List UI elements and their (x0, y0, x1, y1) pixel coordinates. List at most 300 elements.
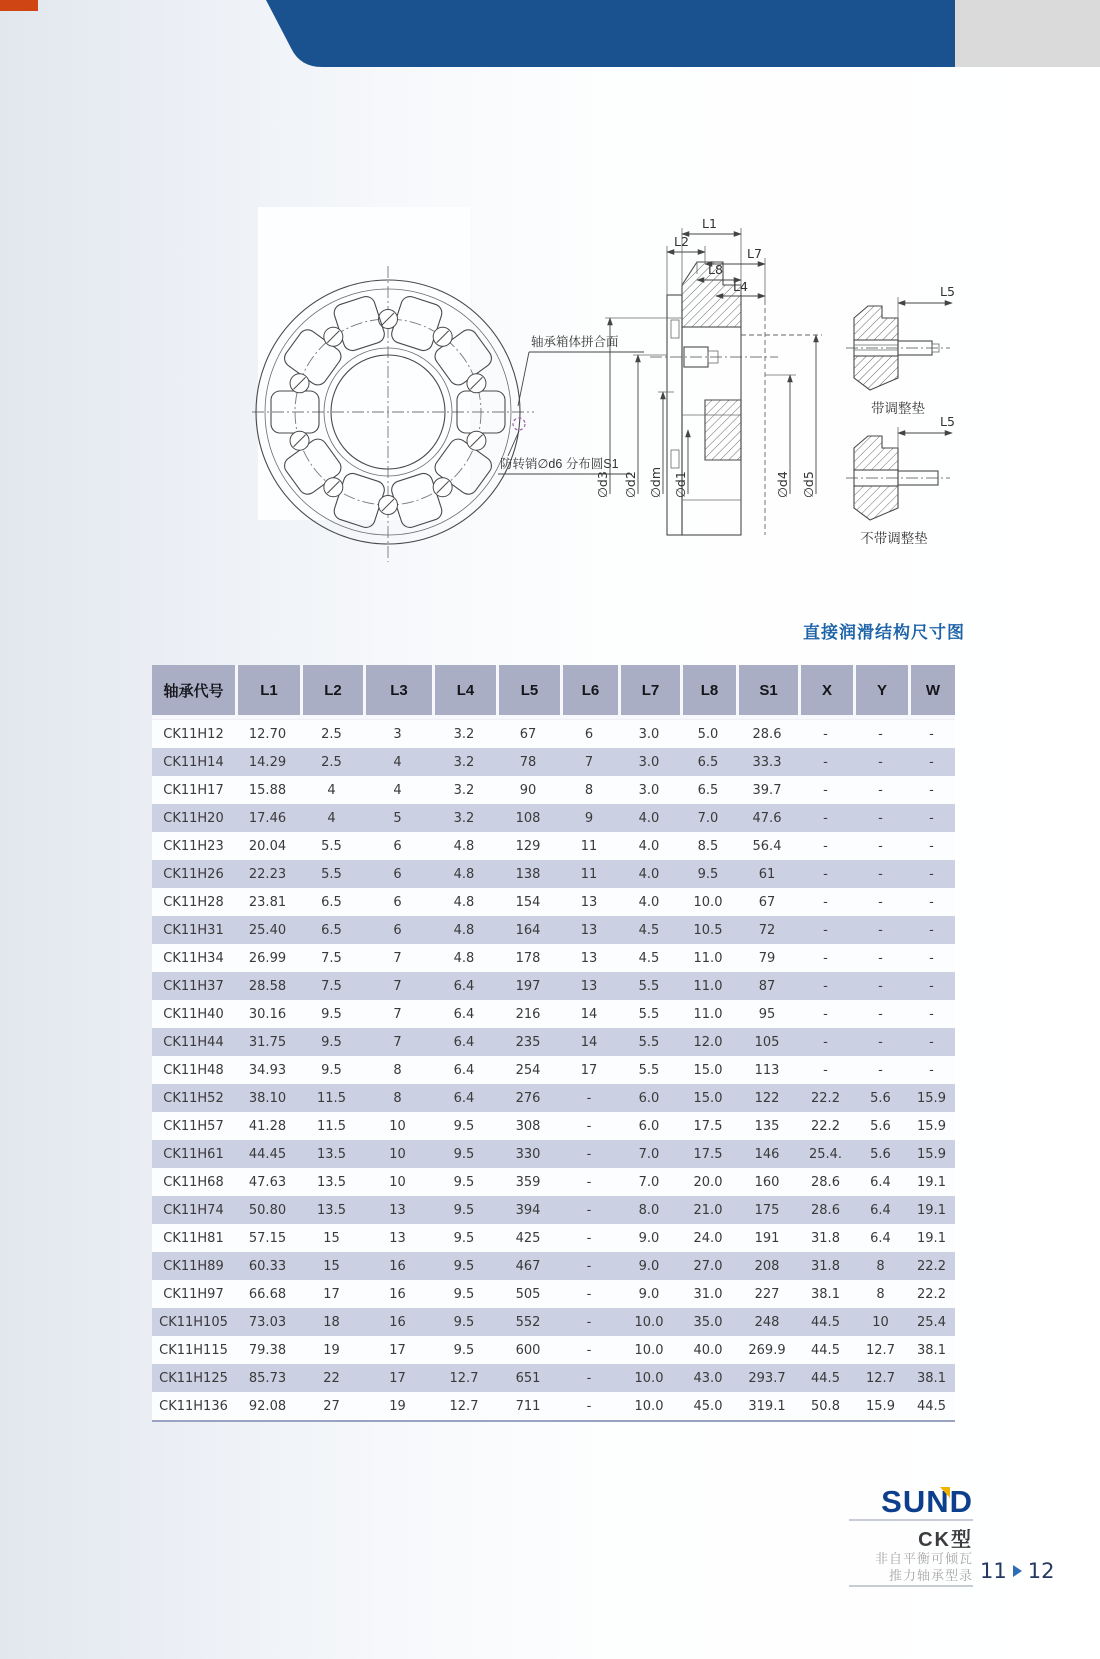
table-cell: 16 (389, 1314, 406, 1330)
table-cell: - (586, 1230, 592, 1246)
bearing-code-cell: CK11H97 (163, 1286, 224, 1302)
table-cell: - (929, 754, 934, 770)
bearing-code-cell: CK11H23 (163, 838, 224, 854)
table-cell: - (586, 1370, 592, 1386)
table-row (152, 1224, 955, 1252)
table-cell: 6.4 (870, 1230, 891, 1246)
table-cell: 3.2 (453, 810, 475, 826)
column-header: L6 (560, 665, 618, 719)
logo-text-su: SU (881, 1484, 927, 1519)
table-cell: 95 (758, 1006, 776, 1022)
table-cell: 85.73 (248, 1370, 287, 1386)
table-cell: 248 (754, 1314, 780, 1330)
table-cell: - (929, 950, 934, 966)
table-cell: 4 (327, 810, 336, 826)
table-cell: 6.5 (321, 894, 342, 910)
pin-label: 防转销∅d6 分布圆S1 (500, 457, 619, 471)
table-cell: - (878, 866, 883, 882)
table-cell: 20.04 (248, 838, 287, 854)
table-cell: 10.0 (693, 894, 723, 910)
table-cell: 17.46 (248, 810, 287, 826)
table-cell: 7 (393, 1006, 402, 1022)
table-cell: 7 (393, 978, 402, 994)
table-cell: - (823, 922, 828, 938)
table-cell: - (878, 1034, 883, 1050)
section-title: 直接润滑结构尺寸图 (803, 623, 965, 642)
table-cell: - (929, 978, 934, 994)
table-cell: 67 (758, 894, 776, 910)
table-cell: 50.80 (248, 1202, 287, 1218)
table-cell: 79.38 (248, 1342, 287, 1358)
table-cell: - (823, 978, 828, 994)
banner-gray-strip (955, 0, 1100, 67)
table-cell: 6.5 (697, 782, 719, 798)
table-cell: 467 (515, 1258, 541, 1274)
table-cell: 10.0 (634, 1314, 664, 1330)
table-cell: 359 (515, 1174, 541, 1190)
table-cell: 25.4. (808, 1146, 843, 1162)
table-cell: 13 (389, 1230, 406, 1246)
split-face-label: 轴承箱体拼合面 (531, 335, 619, 349)
table-row (152, 1364, 955, 1392)
table-cell: 44.5 (811, 1370, 840, 1386)
table-row (152, 888, 955, 916)
table-cell: 47.6 (752, 810, 782, 826)
table-cell: 146 (754, 1146, 780, 1162)
dim-L5-top: L5 (940, 284, 955, 299)
bearing-code-cell: CK11H28 (163, 894, 224, 910)
table-cell: 13.5 (317, 1174, 346, 1190)
table-cell: 17 (389, 1370, 406, 1386)
table-cell: 4.5 (638, 950, 660, 966)
table-cell: 16 (389, 1258, 406, 1274)
table-cell: - (823, 782, 828, 798)
table-cell: 7.5 (321, 950, 342, 966)
table-cell: 8.0 (638, 1202, 660, 1218)
table-cell: 27 (300, 1392, 363, 1422)
dim-L5-bottom: L5 (940, 414, 955, 429)
table-cell: 50.8 (798, 1392, 853, 1422)
column-header: L7 (618, 665, 680, 719)
table-cell: 79 (758, 950, 776, 966)
table-cell: 73.03 (248, 1314, 287, 1330)
table-cell: 14 (580, 1006, 598, 1022)
dim-d5: ∅d5 (801, 471, 816, 498)
table-cell: 9.5 (453, 1342, 475, 1358)
table-cell: 66.68 (248, 1286, 287, 1302)
table-row (152, 1168, 955, 1196)
table-cell: 40.0 (693, 1342, 723, 1358)
table-cell: - (878, 810, 883, 826)
table-row (152, 1056, 955, 1084)
table-cell: 22.2 (811, 1090, 840, 1106)
table-cell: 28.6 (811, 1202, 840, 1218)
technical-drawing (250, 200, 970, 660)
column-header: L1 (235, 665, 300, 719)
table-cell: 711 (496, 1392, 560, 1422)
table-cell: 8 (876, 1286, 885, 1302)
table-cell: 31.8 (811, 1230, 840, 1246)
table-cell: 15.9 (917, 1118, 946, 1134)
table-cell: 9.5 (453, 1314, 475, 1330)
table-cell: - (823, 1062, 828, 1078)
table-cell: 6 (393, 894, 402, 910)
series-subtitle-2: 推力轴承型录 (888, 1568, 973, 1583)
table-cell: 3.2 (453, 782, 475, 798)
table-cell: 4.0 (638, 810, 660, 826)
table-cell: 12.7 (449, 1370, 479, 1386)
table-cell: 60.33 (248, 1258, 287, 1274)
table-cell: 8 (393, 1090, 402, 1106)
table-cell: 11.5 (317, 1090, 346, 1106)
table-cell: 9.5 (453, 1118, 475, 1134)
table-cell: 11 (580, 838, 598, 854)
table-cell: 22.2 (917, 1286, 946, 1302)
table-row (152, 1252, 955, 1280)
table-cell: 330 (515, 1146, 541, 1162)
table-cell: 4.8 (453, 922, 475, 938)
column-header: X (798, 665, 853, 719)
table-body (152, 719, 955, 1422)
table-cell: 5 (393, 810, 402, 826)
table-cell: 122 (754, 1090, 780, 1106)
table-cell: 6 (393, 838, 402, 854)
table-cell: 6 (393, 866, 402, 882)
table-cell: 11.0 (693, 1006, 723, 1022)
dim-d2: ∅d2 (623, 471, 638, 498)
caption-without-shim: 不带调整垫 (860, 531, 928, 546)
table-row (152, 804, 955, 832)
table-cell: 13 (580, 978, 598, 994)
table-cell: 3 (363, 719, 432, 748)
table-cell: 9.0 (638, 1258, 660, 1274)
column-header: L2 (300, 665, 363, 719)
table-row (152, 1140, 955, 1168)
table-cell: 105 (754, 1034, 780, 1050)
table-cell: - (586, 1202, 592, 1218)
table-row (152, 1112, 955, 1140)
table-cell: 15.9 (917, 1146, 946, 1162)
table-cell: 8.5 (697, 838, 719, 854)
table-cell: 5.6 (870, 1090, 891, 1106)
table-cell: - (823, 810, 828, 826)
table-cell: 4.0 (638, 894, 660, 910)
table-cell: 10.0 (634, 1342, 664, 1358)
series-name: CK型 (918, 1529, 973, 1551)
table-cell: - (878, 1062, 883, 1078)
table-cell: 9 (584, 810, 594, 826)
table-cell: - (929, 782, 934, 798)
table-cell: 12.7 (866, 1342, 895, 1358)
table-cell: - (586, 1258, 592, 1274)
table-cell: 600 (515, 1342, 541, 1358)
table-cell: 31.0 (693, 1286, 723, 1302)
shim-view-with (846, 284, 955, 416)
table-cell: 191 (754, 1230, 780, 1246)
table-cell: 44.45 (248, 1146, 287, 1162)
table-cell: 9.5 (453, 1286, 475, 1302)
table-cell: 5.0 (680, 719, 736, 748)
table-cell: 14.29 (248, 754, 287, 770)
table-cell: 33.3 (752, 754, 782, 770)
table-cell: 17 (323, 1286, 340, 1302)
table-cell: - (586, 1286, 592, 1302)
bearing-code-cell: CK11H14 (163, 754, 224, 770)
table-cell: 7.0 (697, 810, 719, 826)
table-cell: - (823, 1034, 828, 1050)
table-cell: 19.1 (917, 1202, 946, 1218)
table-row (152, 1028, 955, 1056)
table-cell: 61 (758, 866, 776, 882)
table-cell: 4.8 (453, 950, 475, 966)
table-cell: 425 (515, 1230, 541, 1246)
table-cell: 9.5 (321, 1006, 342, 1022)
table-cell: - (853, 719, 908, 748)
table-row (152, 1336, 955, 1364)
bearing-code-cell: CK11H34 (163, 950, 224, 966)
table-cell: 56.4 (752, 838, 782, 854)
bearing-code-cell: CK11H52 (163, 1090, 224, 1106)
table-cell: 43.0 (693, 1370, 723, 1386)
bearing-code-cell: CK11H31 (163, 922, 224, 938)
table-cell: - (586, 1174, 592, 1190)
table-cell: 5.5 (638, 1006, 660, 1022)
table-cell: 3.0 (618, 719, 680, 748)
table-cell: - (929, 1034, 934, 1050)
table-cell: 9.0 (638, 1286, 660, 1302)
table-cell: 6.4 (870, 1202, 891, 1218)
table-cell: 9.5 (321, 1062, 342, 1078)
table-cell: 39.7 (752, 782, 782, 798)
table-cell: 9.5 (453, 1202, 475, 1218)
table-cell: 7.0 (638, 1174, 660, 1190)
table-cell: 44.5 (908, 1392, 955, 1422)
table-cell: 26.99 (248, 950, 287, 966)
table-cell: 178 (515, 950, 541, 966)
table-cell: 6.4 (453, 1062, 475, 1078)
bearing-code-cell: CK11H26 (163, 866, 224, 882)
caption-with-shim: 带调整垫 (871, 401, 925, 416)
table-cell: 6.4 (453, 1090, 475, 1106)
dim-L8: L8 (708, 262, 723, 277)
table-cell: 552 (515, 1314, 541, 1330)
table-cell: 35.0 (693, 1314, 723, 1330)
table-cell: 3.2 (453, 754, 475, 770)
table-cell: - (929, 922, 934, 938)
table-cell: 28.6 (811, 1174, 840, 1190)
table-cell: 87 (758, 978, 776, 994)
column-header: L8 (680, 665, 736, 719)
table-cell: 164 (515, 922, 541, 938)
table-cell: 13 (580, 894, 598, 910)
dim-d3: ∅d3 (595, 471, 610, 498)
bearing-code-cell: CK11H17 (163, 782, 224, 798)
column-header: L3 (363, 665, 432, 719)
table-cell: 16 (389, 1286, 406, 1302)
bearing-code-cell: CK11H105 (159, 1314, 228, 1330)
table-cell: 28.6 (736, 719, 798, 748)
table-cell: 4.5 (638, 922, 660, 938)
table-cell: 6.5 (697, 754, 719, 770)
table-row (152, 1280, 955, 1308)
table-cell: 11.5 (317, 1118, 346, 1134)
table-row (152, 1308, 955, 1336)
bearing-code-cell: CK11H12 (152, 719, 235, 748)
table-row (152, 1196, 955, 1224)
dim-L2: L2 (674, 234, 689, 249)
table-cell: 10 (389, 1174, 406, 1190)
bearing-code-cell: CK11H81 (163, 1230, 224, 1246)
column-header: Y (853, 665, 908, 719)
bearing-code-cell: CK11H68 (163, 1174, 224, 1190)
table-cell: 90 (519, 782, 537, 798)
page-arrow-icon (1013, 1565, 1022, 1577)
table-cell: 394 (515, 1202, 541, 1218)
table-cell: - (929, 1062, 934, 1078)
table-row (152, 1392, 955, 1422)
table-cell: 7 (584, 754, 594, 770)
table-cell: 78 (519, 754, 537, 770)
table-cell: - (823, 838, 828, 854)
table-cell: - (823, 1006, 828, 1022)
top-banner (0, 0, 1100, 70)
table-cell: 92.08 (235, 1392, 300, 1422)
column-header: S1 (736, 665, 798, 719)
bearing-code-cell: CK11H74 (163, 1202, 224, 1218)
table-cell: 9.0 (638, 1230, 660, 1246)
table-cell: 19.1 (917, 1230, 946, 1246)
table-cell: 44.5 (811, 1342, 840, 1358)
table-cell: 11 (580, 866, 598, 882)
table-cell: 4.0 (638, 838, 660, 854)
table-cell: 6.0 (638, 1118, 660, 1134)
table-cell: 4.8 (453, 866, 475, 882)
table-cell: - (586, 1090, 592, 1106)
table-cell: 5.5 (638, 1062, 660, 1078)
table-cell: - (560, 1392, 618, 1422)
table-cell: 19.1 (917, 1174, 946, 1190)
table-cell: - (929, 1006, 934, 1022)
table-cell: 308 (515, 1118, 541, 1134)
table-cell: 15.0 (693, 1090, 723, 1106)
table-cell: 45.0 (680, 1392, 736, 1422)
table-cell: 5.5 (321, 866, 342, 882)
bearing-code-cell: CK11H115 (159, 1342, 228, 1358)
bearing-section-view (595, 216, 822, 535)
shim-view-without (846, 414, 955, 546)
series-subtitle-1: 非自平衡可倾瓦 (874, 1551, 973, 1566)
table-cell: 235 (515, 1034, 541, 1050)
table-cell: 8 (584, 782, 594, 798)
table-cell: 25.40 (248, 922, 287, 938)
table-cell: 6 (393, 922, 402, 938)
table-cell: 129 (515, 838, 541, 854)
table-cell: 4.8 (453, 894, 475, 910)
table-cell: 13 (389, 1202, 406, 1218)
page-number-left: 11 (980, 1559, 1007, 1583)
table-cell: 6.4 (453, 1006, 475, 1022)
table-cell: - (878, 838, 883, 854)
table-cell: 13.5 (317, 1146, 346, 1162)
table-cell: - (878, 782, 883, 798)
table-cell: 23.81 (248, 894, 287, 910)
bearing-code-cell: CK11H20 (163, 810, 224, 826)
table-cell: 11.0 (693, 950, 723, 966)
table-cell: 41.28 (248, 1118, 287, 1134)
table-cell: 7 (393, 1034, 402, 1050)
table-cell: 6.4 (453, 978, 475, 994)
table-cell: - (929, 866, 934, 882)
table-cell: 227 (754, 1286, 780, 1302)
table-cell: 7.5 (321, 978, 342, 994)
table-cell: 28.58 (248, 978, 287, 994)
table-cell: 38.1 (917, 1342, 946, 1358)
table-row (152, 860, 955, 888)
table-cell: 9.5 (453, 1146, 475, 1162)
table-cell: 13.5 (317, 1202, 346, 1218)
table-cell: - (908, 719, 955, 748)
table-cell: 57.15 (248, 1230, 287, 1246)
table-cell: 7 (393, 950, 402, 966)
table-cell: 19 (323, 1342, 340, 1358)
logo-yellow-wedge-icon (940, 1487, 950, 1498)
table-cell: 319.1 (736, 1392, 798, 1422)
table-cell: 10 (872, 1314, 889, 1330)
table-cell: 20.0 (693, 1174, 723, 1190)
table-cell: - (878, 754, 883, 770)
table-cell: 22.23 (248, 866, 287, 882)
column-header: 轴承代号 (152, 665, 235, 719)
table-cell: 21.0 (693, 1202, 723, 1218)
dim-L7: L7 (747, 246, 762, 261)
table-cell: 12.0 (693, 1034, 723, 1050)
table-cell: 135 (754, 1118, 780, 1134)
table-cell: 15.88 (248, 782, 287, 798)
table-cell: - (586, 1342, 592, 1358)
footer-divider-bottom (849, 1585, 973, 1587)
table-cell: - (878, 978, 883, 994)
dimension-table (152, 665, 955, 1422)
table-cell: 5.5 (638, 978, 660, 994)
table-cell: - (823, 866, 828, 882)
table-cell: 44.5 (811, 1314, 840, 1330)
dim-L1: L1 (702, 216, 717, 231)
bearing-code-cell: CK11H89 (163, 1258, 224, 1274)
table-header-row (152, 665, 955, 719)
column-header: L4 (432, 665, 496, 719)
table-cell: 6.4 (453, 1034, 475, 1050)
table-cell: 15.9 (917, 1090, 946, 1106)
table-cell: 505 (515, 1286, 541, 1302)
table-cell: 5.5 (638, 1034, 660, 1050)
table-cell: 22.2 (917, 1258, 946, 1274)
table-cell: 254 (515, 1062, 541, 1078)
table-cell: 10 (389, 1146, 406, 1162)
table-cell: 6 (560, 719, 618, 748)
table-cell: 7.0 (638, 1146, 660, 1162)
banner-blue-shape (266, 0, 955, 67)
table-cell: 22 (323, 1370, 340, 1386)
table-cell: 3.0 (638, 754, 660, 770)
table-cell: 30.16 (248, 1006, 287, 1022)
table-cell: 12.7 (432, 1392, 496, 1422)
table-cell: 12.70 (235, 719, 300, 748)
table-cell: 9.5 (697, 866, 719, 882)
table-cell: - (823, 754, 828, 770)
table-cell: 3.0 (638, 782, 660, 798)
logo-letter-n: N (926, 1484, 950, 1519)
table-cell: 138 (515, 866, 541, 882)
